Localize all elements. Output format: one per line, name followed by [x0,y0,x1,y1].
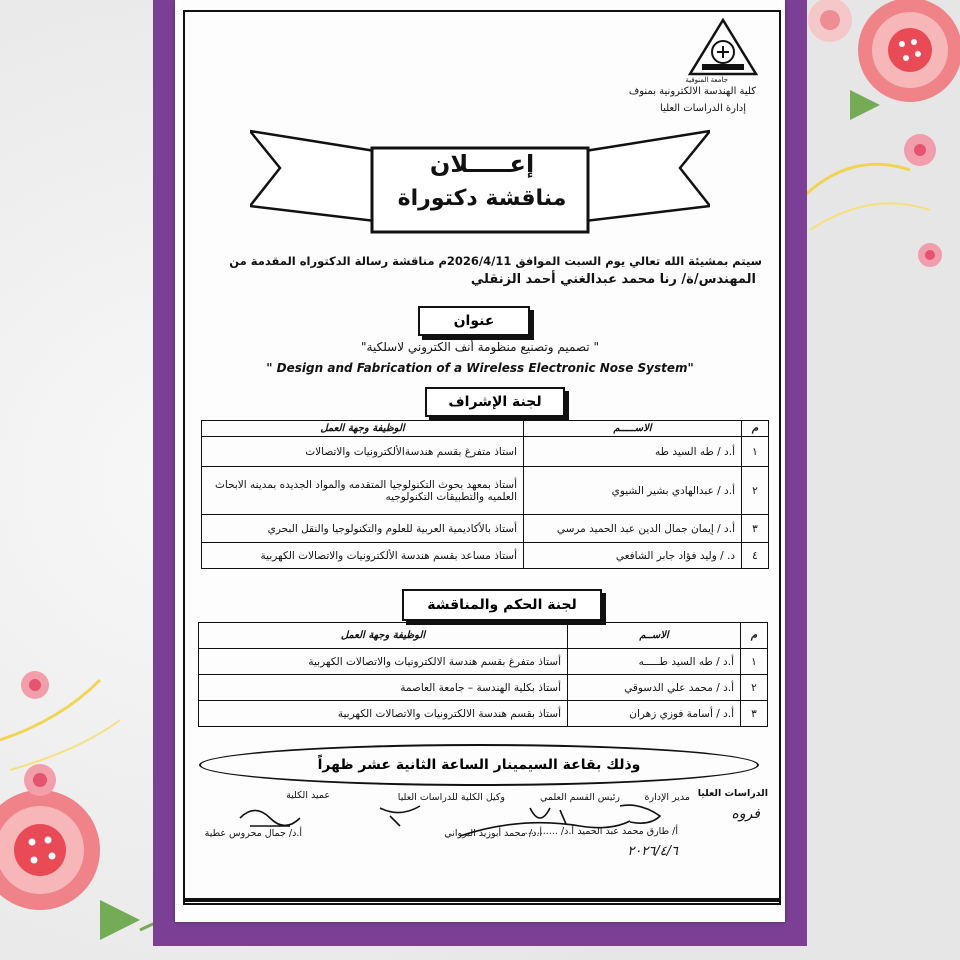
table-row [199,701,768,727]
sig-studies-handwritten: فروه [731,806,760,822]
document-bottom-rule [183,898,781,902]
table-row [202,467,769,515]
logo-caption: جامعة المنوفية [685,76,728,84]
member-name: أ.د / إيمان جمال الدين عبد الحميد مرسي [524,515,742,543]
table-row [202,515,769,543]
sig-vice-dean-title: وكيل الكلية للدراسات العليا [397,792,505,803]
thesis-label: عنوان [418,306,530,336]
sig-head-title: رئيس القسم العلمي [539,792,620,803]
sig-director-name: أ/ طارق محمد عبد الحميد [577,826,678,837]
signature-scribbles [230,798,710,848]
table-row [199,649,768,675]
row-num: ٢ [741,675,768,701]
row-num: ٣ [741,701,768,727]
member-name: أ.د / طه السيد طـــــه [568,649,741,675]
sig-vice-dean-name: أ.د/ محمد أبوزيد البرواني [444,828,542,839]
member-name: أ.د / عبدالهادي بشير الشيوي [524,467,742,515]
announcement-subtitle: مناقشة دكتوراة [397,186,567,211]
member-job: أستاذ متفرغ بقسم هندسة الالكترونيات والاتصالات الكهربية [199,649,568,675]
venue-notice: وذلك بقاعة السيمينار الساعة الثانية عشر ظهراً [199,744,759,786]
college-name: كلية الهندسة الالكترونية بمنوف [628,86,756,97]
col-num: م [742,421,769,437]
member-name: أ.د / طه السيد طه [524,437,742,467]
candidate-name: المهندس/ة/ رنا محمد عبدالغني أحمد الزنقلي [470,272,756,287]
member-name: أ.د / أسامة فوزي زهران [568,701,741,727]
row-num: ٢ [742,467,769,515]
member-job: أستاذ مساعد بقسم هندسة الألكترونيات والاتصالات الكهربية [202,543,524,569]
thesis-title-english: " Design and Fabrication of a Wireless Electronic Nose System" [266,361,694,375]
row-num: ٣ [742,515,769,543]
row-num: ٤ [742,543,769,569]
sig-handwritten-date: ٢٠٢٦/٤/٦ [627,844,678,859]
row-num: ١ [741,649,768,675]
member-job: أستاذ بالأكاديمية العربية للعلوم والتكنولوجيا والنقل البحري [202,515,524,543]
member-job: استاذ متفرغ بقسم هندسةالألكترونيات والاتصالات [202,437,524,467]
committee-table [198,622,768,727]
supervision-table [201,420,769,569]
col-num: م [741,623,768,649]
member-job: أستاذ بقسم هندسة الالكترونيات والاتصالات الكهربية [199,701,568,727]
committee-label: لجنة الحكم والمناقشة [402,589,602,621]
col-name: الاســـــم [524,421,742,437]
member-name: أ.د / محمد علي الدسوقي [568,675,741,701]
university-logo-icon [688,18,758,82]
thesis-title-arabic: " تصميم وتصنيع منظومة أنف الكتروني لاسلكية" [361,340,599,354]
table-row [202,437,769,467]
row-num: ١ [742,437,769,467]
table-row [202,543,769,569]
col-job: الوظيفة وجهة العمل [199,623,568,649]
member-name: د. / وليد فؤاد جابر الشافعي [524,543,742,569]
member-job: أستاذ بكلية الهندسة – جامعة العاصمة [199,675,568,701]
sig-studies-title: الدراسات العليا [697,788,768,799]
sig-director-title: مدير الإدارة [644,792,690,803]
flower-decoration-top-right [790,0,960,280]
intro-line: سيتم بمشيئة الله تعالي يوم السبت الموافق 2026/4/11م مناقشة رسالة الدكتوراه المقدمة من [229,254,762,268]
sig-dean-title: عميد الكلية [286,790,330,801]
col-name: الاســم [568,623,741,649]
sig-head-name: أ.د/ ........... [524,826,574,837]
department-name: إدارة الدراسات العليا [660,103,746,114]
sig-dean-name: أ.د/ جمال محروس عطية [204,828,302,839]
supervision-label: لجنة الإشراف [425,387,565,417]
col-job: الوظيفة وجهة العمل [202,421,524,437]
table-row [199,675,768,701]
announcement-title: إعـــــلان [429,150,535,178]
banner-title-block [372,150,592,211]
member-job: أستاذ بمعهد بحوث التكنولوجيا المتقدمه والمواد الجديده بمدينه الابحاث العلميه والتطبيقات التكنولوجيه [202,467,524,515]
